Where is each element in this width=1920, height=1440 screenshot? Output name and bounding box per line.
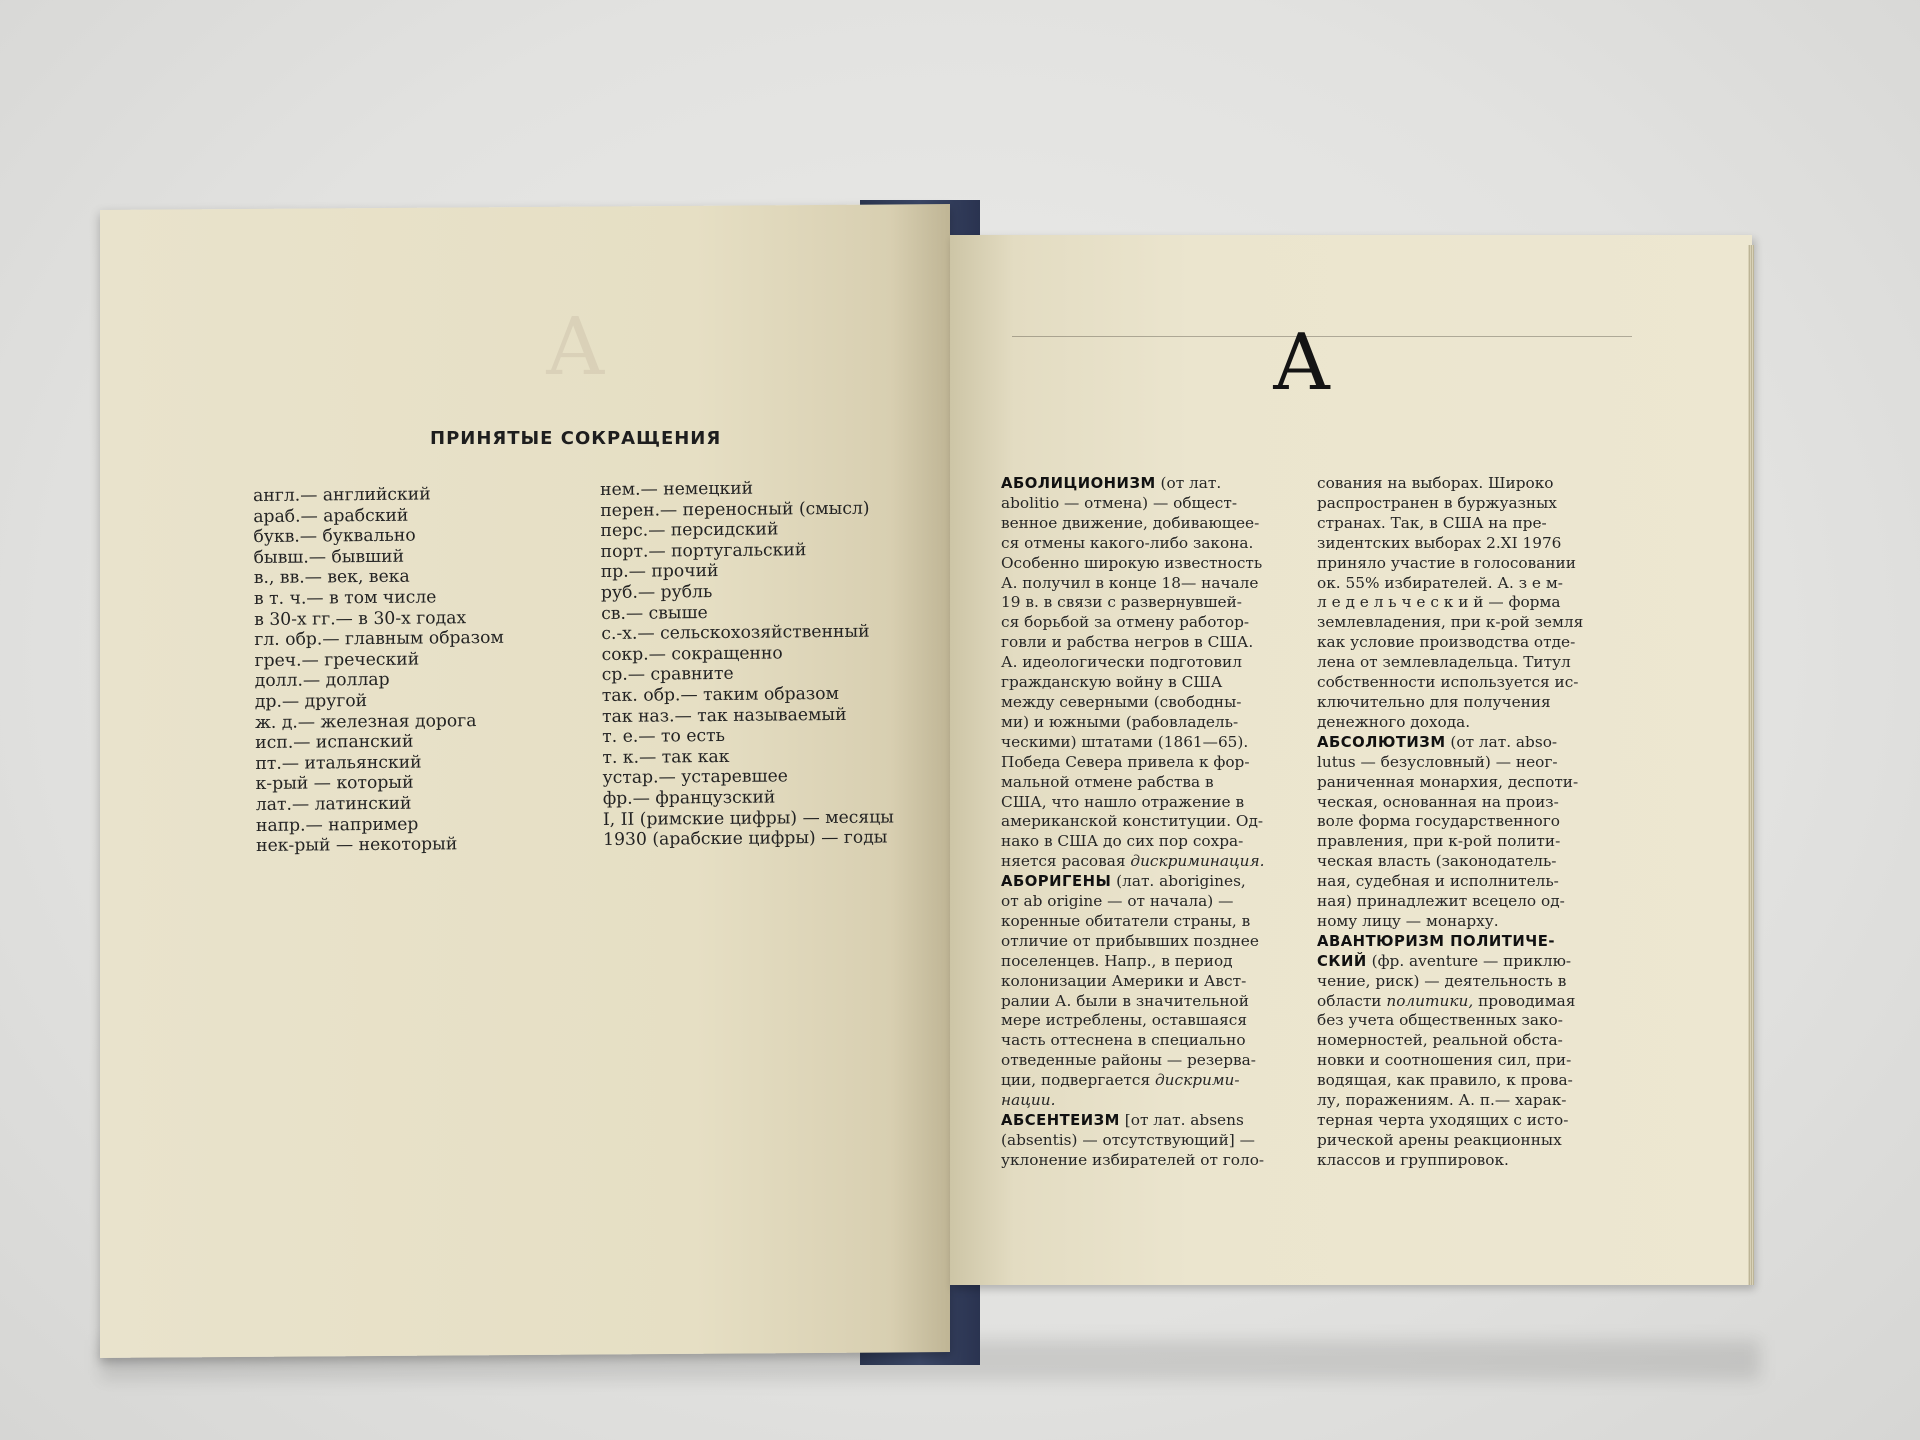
entry-text: землевладения, при к-рой земля: [1317, 613, 1584, 632]
entry-text-line: [1001, 1051, 1291, 1071]
entry-text: abolitio — отмена) — общест-: [1001, 493, 1237, 512]
abbreviation-item: бывш.— бывший: [253, 546, 405, 568]
entry-text: уклонение избирателей от голо-: [1001, 1150, 1265, 1169]
entry-text-line: [1001, 952, 1291, 972]
entry-text: лу, поражениям. А. п.— харак-: [1317, 1091, 1567, 1110]
entry-text-line: [1001, 554, 1291, 574]
entry-text: водящая, как правило, к провa-: [1317, 1071, 1573, 1090]
entry-text-line: [1001, 613, 1291, 633]
entry-text: распространен в буржуазных: [1317, 493, 1557, 512]
abbreviation-item: букв.— буквально: [253, 525, 416, 548]
entry-text-line: [1001, 812, 1291, 832]
abbreviation-item: долл.— доллар: [254, 670, 390, 692]
abbreviation-item: др.— другой: [254, 690, 368, 712]
entry-headword: АБОЛИЦИОНИЗМ: [1001, 475, 1156, 492]
entry-text: (от лат.: [1155, 474, 1222, 492]
entry-text: ная) принадлежит всецело од-: [1317, 892, 1565, 911]
abbreviation-item: в т. ч.— в том числе: [253, 587, 437, 609]
abbreviation-item: лат.— латинский: [255, 793, 412, 815]
entry-text-line: [1001, 832, 1291, 852]
dictionary-column-2: [1317, 474, 1607, 1171]
abbreviation-item: англ.— английский: [253, 484, 431, 506]
entry-text: номерностей, реальной обста-: [1317, 1031, 1563, 1050]
entry-text: ному лицу — монарху.: [1317, 911, 1499, 930]
entry-text-line: [1001, 1011, 1291, 1031]
entry-text-line: [1001, 773, 1291, 793]
entry-text: ческая, основанная на произ-: [1317, 792, 1559, 811]
entry-text: как условие производства отде-: [1317, 633, 1576, 652]
entry-text-line: [1001, 793, 1291, 813]
entry-text: странах. Так, в США на пре-: [1317, 513, 1547, 532]
entry-headword: АБОРИГЕНЫ: [1001, 873, 1112, 891]
entry-text: отведенные районы — резерва-: [1001, 1051, 1256, 1070]
entry-text: коренные обитатели страны, в: [1001, 911, 1251, 930]
entry-text: без учета общественных зако-: [1317, 1011, 1563, 1030]
entry-text: лена от землевладельца. Титул: [1317, 653, 1571, 672]
entry-cross-reference: дискриминация.: [1130, 852, 1265, 871]
entry-text: (фр. aventure — приклю-: [1366, 951, 1572, 970]
entry-text-line: [1001, 1091, 1291, 1111]
entry-text: А. получил в конце 18— начале: [1001, 573, 1259, 592]
entry-text-line: [1001, 972, 1291, 992]
abbreviation-item: I, II (римские цифры) — месяцы: [602, 806, 895, 830]
entry-text: мере истреблены, оставшаяся: [1001, 1011, 1247, 1030]
entry-text-line: [1001, 892, 1291, 912]
entry-headword-line: [1317, 932, 1607, 952]
entry-headword-line: [1001, 474, 1291, 494]
entry-text: американской конституции. Од-: [1001, 812, 1264, 831]
entry-headword: СКИЙ: [1317, 952, 1367, 970]
entry-text: lutus — безусловный) — неог-: [1317, 752, 1558, 771]
entry-text: ная, судебная и исполнитель-: [1317, 872, 1559, 891]
abbreviation-item: гл. обр.— главным образом: [254, 627, 504, 651]
entry-text: (absentis) — отсутствующий] —: [1001, 1130, 1255, 1149]
entry-headword: АВАНТЮРИЗМ ПОЛИТИЧЕ-: [1317, 932, 1555, 950]
entry-text-line: [1317, 1011, 1607, 1031]
abbreviations-list-col2: [600, 477, 894, 850]
entry-text-line: [1317, 892, 1607, 912]
dictionary-column-1: [1001, 474, 1291, 1171]
entry-text-line: [1317, 992, 1607, 1012]
entry-text: часть оттеснена в специально: [1001, 1031, 1246, 1050]
entry-text-line: [1317, 534, 1607, 554]
entry-text-line: [1317, 972, 1607, 992]
entry-text: ся отмены какого-либо закона.: [1001, 533, 1254, 552]
abbreviation-item: 1930 (арабские цифры) — годы: [603, 827, 888, 851]
entry-text: поселенцев. Напр., в период: [1001, 951, 1233, 970]
entry-text: мальной отмене рабства в: [1001, 772, 1214, 791]
entry-text-line: [1001, 1151, 1291, 1171]
entry-text-line: [1317, 1071, 1607, 1091]
entry-text: раниченная монархия, деспоти-: [1317, 772, 1579, 791]
entry-text: няется расовая: [1001, 852, 1131, 871]
abbreviation-item: нем.— немецкий: [600, 478, 754, 500]
entry-text-line: [1317, 753, 1607, 773]
entry-text: терная черта уходящих с исто-: [1317, 1111, 1569, 1129]
entry-text: от ab origine — от начала) —: [1001, 892, 1234, 911]
entry-text-line: [1317, 673, 1607, 693]
entry-text-line: [1001, 852, 1291, 872]
entry-text-line: [1317, 812, 1607, 832]
entry-text-line: [1317, 832, 1607, 852]
abbreviation-item: так. обр.— таким образом: [601, 683, 840, 706]
abbreviation-item: т. к.— так как: [602, 746, 730, 768]
entry-text: проводимая: [1473, 991, 1576, 1010]
abbreviation-item: устар.— устаревшее: [602, 766, 788, 789]
entry-text: Особенно широкую известность: [1001, 553, 1263, 572]
entry-text-line: [1317, 633, 1607, 653]
entry-text: ся борьбой за отмену работор-: [1001, 613, 1250, 632]
entry-text: (лат. aborigines,: [1111, 872, 1246, 891]
entry-text-line: [1317, 773, 1607, 793]
entry-text: гражданскую войну в США: [1001, 673, 1223, 692]
abbreviations-title: ПРИНЯТЫЕ СОКРАЩЕНИЯ: [430, 428, 722, 449]
abbreviation-item: араб.— арабский: [253, 505, 409, 527]
abbreviation-item: ср.— сравните: [601, 664, 734, 686]
entry-text-line: [1317, 494, 1607, 514]
entry-text: [от лат. absens: [1119, 1111, 1244, 1129]
entry-text: говли и рабства негров в США.: [1001, 633, 1254, 652]
entry-text: ок. 55% избирателей. А. з е м-: [1317, 573, 1563, 592]
entry-text-line: [1001, 992, 1291, 1012]
entry-text: ции, подвергается: [1001, 1071, 1155, 1090]
entry-text-line: [1317, 852, 1607, 872]
abbreviation-item: пт.— итальянский: [255, 752, 422, 774]
entry-text: ческими) штатами (1861—65).: [1001, 732, 1249, 751]
entry-headword: АБСЕНТЕИЗМ: [1001, 1112, 1120, 1129]
entry-text-line: [1001, 673, 1291, 693]
abbreviation-item: в., вв.— век, века: [253, 567, 410, 589]
entry-text-line: [1317, 593, 1607, 613]
entry-text-line: [1001, 1131, 1291, 1151]
entry-text: отличие от прибывших позднее: [1001, 931, 1259, 950]
entry-text-line: [1001, 912, 1291, 932]
entry-text: рической арены реакционных: [1317, 1130, 1562, 1149]
entry-text: воле форма государственного: [1317, 812, 1560, 831]
entry-text-line: [1001, 733, 1291, 753]
entry-text: л е д е л ь ч е с к и й — форма: [1317, 593, 1561, 612]
entry-text-line: [1317, 1111, 1607, 1131]
entry-text-line: [1001, 514, 1291, 534]
entry-text: зидентских выборах 2.XI 1976: [1317, 533, 1562, 552]
abbreviation-item: пр.— прочий: [600, 561, 719, 583]
right-page-edges: [1748, 245, 1754, 1285]
abbreviation-item: т. е.— то есть: [602, 726, 726, 748]
entry-text: ческая власть (законодатель-: [1317, 852, 1557, 871]
entry-text-line: [1001, 1031, 1291, 1051]
entry-text-line: [1317, 653, 1607, 673]
abbreviation-item: порт.— португальский: [600, 539, 807, 562]
entry-text-line: [1001, 753, 1291, 773]
entry-text: венное движение, добивающее-: [1001, 513, 1260, 532]
entry-text: ключительно для получения: [1317, 692, 1551, 711]
entry-text-line: [1317, 912, 1607, 932]
entry-text-line: [1001, 593, 1291, 613]
entry-headword: АБСОЛЮТИЗМ: [1317, 733, 1446, 751]
entry-text: ми) и южными (рабовладель-: [1001, 712, 1239, 731]
entry-text-line: [1001, 534, 1291, 554]
abbreviation-item: исп.— испанский: [255, 731, 414, 754]
entry-text-line: [1317, 474, 1607, 494]
abbreviation-item: с.-х.— сельскохозяйственный: [601, 621, 870, 645]
entry-text-line: [1317, 574, 1607, 594]
entry-text: денежного дохода.: [1317, 712, 1471, 731]
entry-text: между северными (свободны-: [1001, 692, 1242, 711]
entry-headword-line: [1317, 733, 1607, 753]
entry-text-line: [1317, 1051, 1607, 1071]
entry-text: колонизации Америки и Авст-: [1001, 971, 1247, 990]
entry-text: 19 в. в связи с развернувшей-: [1001, 593, 1242, 612]
entry-text: правления, при к-рой полити-: [1317, 832, 1561, 851]
entry-text-line: [1317, 872, 1607, 892]
abbreviation-item: руб.— рубль: [600, 581, 713, 603]
entry-text-line: [1001, 693, 1291, 713]
entry-text-line: [1001, 633, 1291, 653]
entry-text-line: [1317, 713, 1607, 733]
entry-text-line: [1317, 613, 1607, 633]
abbreviation-item: перен.— переносный (смысл): [600, 498, 870, 521]
entry-headword-line: [1001, 1111, 1291, 1131]
abbreviation-item: нек-рый — некоторый: [256, 834, 458, 857]
entry-text: чение, риск) — деятельность в: [1317, 971, 1567, 990]
abbreviation-item: так наз.— так называемый: [601, 704, 847, 727]
entry-text: новки и соотношения сил, при-: [1317, 1051, 1572, 1070]
entry-text-line: [1001, 713, 1291, 733]
entry-text: области: [1317, 991, 1387, 1010]
abbreviation-item: к-рый — который: [255, 772, 414, 795]
abbreviation-item: ж. д.— железная дорога: [254, 710, 477, 733]
entry-text: нако в США до сих пор сохра-: [1001, 832, 1244, 851]
entry-text: США, что нашло отражение в: [1001, 792, 1245, 811]
entry-text-line: [1317, 1031, 1607, 1051]
entry-cross-reference: политики,: [1386, 991, 1474, 1010]
entry-text-line: [1317, 793, 1607, 813]
entry-text-line: [1317, 554, 1607, 574]
entry-text-line: [1001, 494, 1291, 514]
entry-text-line: [1001, 932, 1291, 952]
entry-text: А. идеологически подготовил: [1001, 653, 1242, 672]
entry-headword-line: [1001, 872, 1291, 892]
abbreviation-item: греч.— греческий: [254, 649, 420, 671]
bleed-through-letter: А: [545, 300, 606, 393]
abbreviation-item: св.— свыше: [601, 602, 708, 624]
entry-text-line: [1317, 1151, 1607, 1171]
entry-text: классов и группировок.: [1317, 1150, 1509, 1169]
entry-text-line: [1317, 1091, 1607, 1111]
entry-headword-line: [1317, 952, 1607, 972]
abbreviation-item: фр.— французский: [602, 787, 776, 809]
abbreviation-item: сокр.— сокращенно: [601, 643, 783, 665]
entry-text-line: [1001, 653, 1291, 673]
abbreviation-item: напр.— например: [255, 814, 419, 836]
entry-text-line: [1317, 514, 1607, 534]
entry-text-line: [1317, 693, 1607, 713]
abbreviation-item: в 30-х гг.— в 30-х годах: [254, 607, 467, 630]
abbreviation-item: перс.— персидский: [600, 519, 779, 542]
abbreviations-list-col1: [253, 484, 506, 857]
entry-text: (от лат. abso-: [1445, 732, 1558, 751]
entry-text: ралии А. были в значительной: [1001, 991, 1249, 1010]
entry-text: Победа Севера привела к фор-: [1001, 752, 1250, 771]
entry-cross-reference: дискрими-: [1154, 1071, 1240, 1090]
entry-text-line: [1001, 1071, 1291, 1091]
entry-cross-reference: нации.: [1001, 1091, 1056, 1110]
entry-text: сования на выборах. Широко: [1317, 474, 1554, 492]
entry-text: приняло участие в голосовании: [1317, 553, 1576, 572]
section-letter: А: [1272, 318, 1332, 408]
entry-text: собственности используется ис-: [1317, 673, 1579, 692]
entry-text-line: [1001, 574, 1291, 594]
entry-text-line: [1317, 1131, 1607, 1151]
